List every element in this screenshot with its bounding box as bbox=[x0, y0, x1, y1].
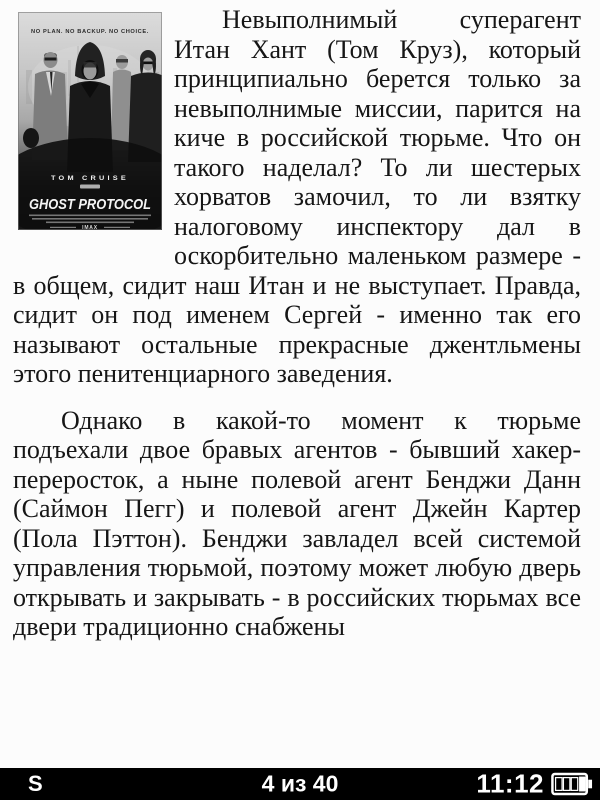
battery-icon bbox=[551, 771, 593, 798]
clock: 11:12 bbox=[476, 768, 544, 799]
poster-title: GHOST PROTOCOL bbox=[29, 197, 151, 213]
movie-poster-image bbox=[18, 12, 162, 230]
series-mark bbox=[80, 185, 100, 189]
status-left-indicator: S bbox=[28, 771, 43, 796]
poster-actor-name: TOM CRUISE bbox=[51, 175, 129, 182]
credits-lines bbox=[29, 215, 151, 224]
poster-tagline: NO PLAN. NO BACKUP. NO CHOICE. bbox=[31, 29, 149, 35]
paragraph-synopsis-1: Невыполнимый суперагент Итан Хант (Том Круз), который принципиально берется только за невыполнимые миссии, парится на киче в российской тюрьме. Что он такого наделал? То ли шестерых хорватов замочил, то ли взятку налоговому инспектору дал в оскорбительно маленьком размере - в общем, сидит наш Итан и не выступает. Правда, сидит он под именем Сергей - именно так его называют остальные прекрасные джентльмены этого пенитенциарного заведения. bbox=[13, 5, 581, 388]
poster-artwork bbox=[18, 12, 162, 230]
statusbar-right-group bbox=[476, 769, 593, 800]
paragraph-synopsis-2: Однако в какой-то момент к тюрьме подъехали двое бравых агентов - бывший хакер-переросток, а ныне полевой агент Бенджи Данн (Саймон Пегг) и полевой агент Джейн Картер (Пола Пэттон). Бенджи завладел всей системой управления тюрьмой, поэтому может любую дверь открывать и закрывать - в российских тюрьмах все двери традиционно снабжены bbox=[13, 405, 581, 641]
movie-poster bbox=[18, 12, 162, 230]
page-position-indicator: 4 из 40 bbox=[261, 770, 339, 797]
imax-label: IMAX bbox=[82, 225, 98, 230]
statusbar[interactable] bbox=[0, 768, 600, 800]
